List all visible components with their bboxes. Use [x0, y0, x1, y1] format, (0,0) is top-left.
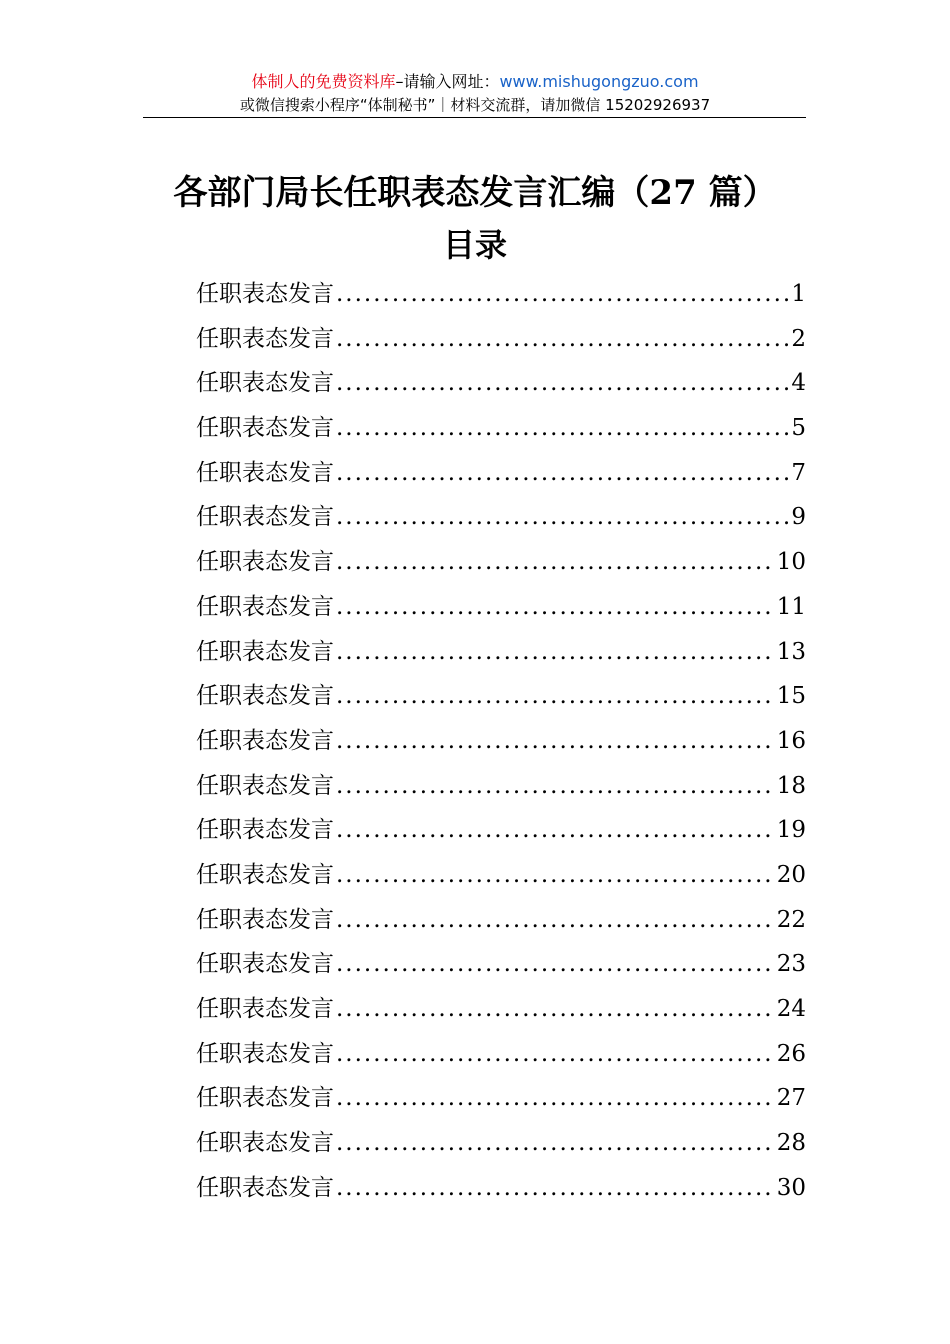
- toc-entry-page-number: 4: [791, 370, 806, 397]
- toc-leader-dots: [336, 317, 789, 361]
- toc-entry[interactable]: [196, 719, 806, 764]
- toc-entry-page-number: 16: [776, 727, 806, 754]
- toc-leader-dots: [336, 630, 775, 674]
- site-name: 体制人的免费资料库: [251, 72, 396, 91]
- toc-entry-label: 任职表态发言: [196, 638, 334, 665]
- table-of-contents: [196, 272, 806, 1210]
- toc-entry[interactable]: [196, 808, 806, 853]
- toc-entry-page-number: 26: [776, 1040, 806, 1067]
- toc-entry[interactable]: [196, 987, 806, 1032]
- toc-heading: 目录: [442, 226, 507, 264]
- toc-leader-dots: [336, 1032, 775, 1076]
- site-url-link[interactable]: www.mishugongzuo.com: [499, 72, 699, 91]
- toc-entry-page-number: 9: [791, 504, 806, 531]
- document-title: 各部门局长任职表态发言汇编（27 篇）: [173, 173, 777, 213]
- toc-leader-dots: [336, 495, 789, 539]
- toc-leader-dots: [336, 272, 789, 316]
- toc-leader-dots: [336, 361, 789, 405]
- toc-entry-label: 任职表态发言: [196, 996, 334, 1022]
- toc-entry-label: 任职表态发言: [196, 817, 334, 844]
- toc-leader-dots: [336, 987, 775, 1031]
- toc-leader-dots: [336, 674, 775, 718]
- toc-entry-page-number: 24: [776, 996, 806, 1022]
- toc-entry-page-number: 23: [776, 951, 806, 978]
- toc-entry[interactable]: [196, 898, 806, 943]
- header-contact-line: 或微信搜索小程序“体制秘书”｜材料交流群，请加微信 15202926937: [239, 96, 711, 114]
- toc-entry-page-number: 13: [776, 638, 806, 665]
- toc-entry-label: 任职表态发言: [196, 951, 334, 978]
- toc-leader-dots: [336, 719, 775, 763]
- toc-entry-page-number: 18: [776, 772, 806, 799]
- toc-entry-page-number: 20: [776, 861, 806, 888]
- toc-entry[interactable]: [196, 272, 806, 317]
- toc-entry[interactable]: [196, 540, 806, 585]
- toc-leader-dots: [336, 942, 775, 986]
- toc-leader-dots: [336, 451, 789, 495]
- toc-entry-page-number: 5: [791, 415, 806, 442]
- toc-leader-dots: [336, 540, 775, 584]
- toc-leader-dots: [336, 1076, 775, 1120]
- toc-entry[interactable]: [196, 630, 806, 675]
- toc-entry[interactable]: [196, 451, 806, 496]
- toc-entry-label: 任职表态发言: [196, 772, 334, 799]
- toc-entry-label: 任职表态发言: [196, 683, 334, 710]
- toc-entry-label: 任职表态发言: [196, 549, 334, 576]
- toc-leader-dots: [336, 808, 775, 852]
- toc-leader-dots: [336, 406, 789, 450]
- toc-entry-page-number: 11: [776, 593, 806, 620]
- toc-leader-dots: [336, 898, 775, 942]
- toc-entry[interactable]: [196, 764, 806, 809]
- toc-entry-page-number: 22: [776, 906, 806, 933]
- toc-entry-label: 任职表态发言: [196, 727, 334, 754]
- toc-entry-page-number: 19: [776, 817, 806, 844]
- toc-entry[interactable]: [196, 361, 806, 406]
- toc-entry[interactable]: [196, 674, 806, 719]
- toc-leader-dots: [336, 585, 775, 629]
- toc-entry-label: 任职表态发言: [196, 325, 334, 352]
- toc-entry[interactable]: [196, 406, 806, 451]
- toc-entry-label: 任职表态发言: [196, 1040, 334, 1067]
- toc-leader-dots: [336, 1121, 775, 1165]
- toc-entry-label: 任职表态发言: [196, 861, 334, 888]
- toc-entry-label: 任职表态发言: [196, 1174, 334, 1201]
- toc-entry-label: 任职表态发言: [196, 906, 334, 933]
- toc-entry[interactable]: [196, 495, 806, 540]
- toc-entry-label: 任职表态发言: [196, 504, 334, 531]
- header-divider: [143, 117, 806, 118]
- url-prompt: –请输入网址：: [395, 72, 500, 91]
- toc-entry-label: 任职表态发言: [196, 415, 334, 442]
- toc-entry-label: 任职表态发言: [196, 281, 334, 307]
- toc-entry-label: 任职表态发言: [196, 1130, 334, 1157]
- toc-entry-label: 任职表态发言: [196, 593, 334, 620]
- toc-entry[interactable]: [196, 317, 806, 362]
- toc-entry-page-number: 10: [776, 549, 806, 576]
- toc-leader-dots: [336, 1166, 775, 1210]
- toc-entry-page-number: 1: [791, 281, 806, 307]
- toc-entry-label: 任职表态发言: [196, 459, 334, 486]
- page-header: [0, 70, 950, 94]
- toc-entry-page-number: 30: [776, 1174, 806, 1201]
- toc-entry[interactable]: [196, 942, 806, 987]
- toc-entry[interactable]: [196, 1032, 806, 1077]
- toc-leader-dots: [336, 853, 775, 897]
- toc-entry-page-number: 15: [776, 683, 806, 710]
- toc-entry-label: 任职表态发言: [196, 370, 334, 397]
- toc-entry[interactable]: [196, 853, 806, 898]
- toc-entry[interactable]: [196, 1121, 806, 1166]
- toc-entry-page-number: 2: [791, 325, 806, 352]
- toc-entry[interactable]: [196, 1076, 806, 1121]
- toc-entry-page-number: 28: [776, 1130, 806, 1157]
- toc-entry-label: 任职表态发言: [196, 1085, 334, 1112]
- toc-entry-page-number: 7: [791, 459, 806, 486]
- toc-leader-dots: [336, 764, 775, 808]
- toc-entry[interactable]: [196, 1166, 806, 1211]
- toc-entry[interactable]: [196, 585, 806, 630]
- toc-entry-page-number: 27: [776, 1085, 806, 1112]
